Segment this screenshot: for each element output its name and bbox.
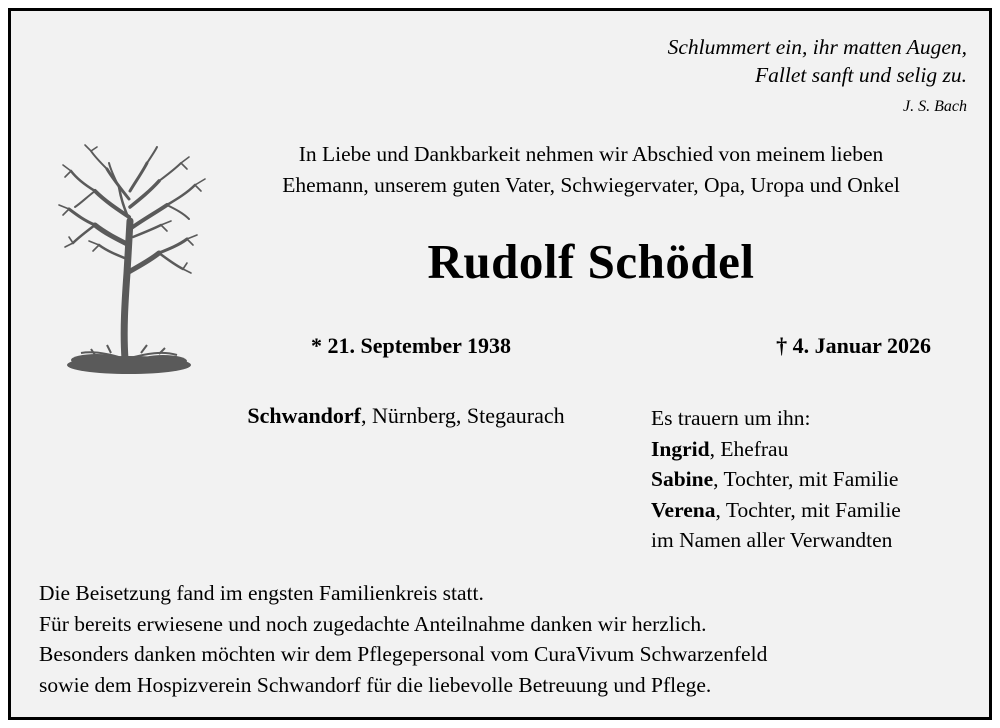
mourner-name: Ingrid — [651, 436, 710, 461]
mourner-entry — [651, 495, 901, 526]
birth-date: * 21. September 1938 — [311, 333, 512, 358]
footer-line-2: Für bereits erwiesene und noch zugedachte Anteilnahme danken wir herzlich. — [39, 611, 707, 636]
mourner-relation: , Tochter, mit Familie — [715, 497, 901, 522]
place-primary: Schwandorf — [247, 403, 362, 428]
deceased-name: Rudolf Schödel — [427, 234, 755, 289]
quote-block — [668, 33, 967, 117]
mourner-relation: , Ehefrau — [709, 436, 789, 461]
obituary-notice — [8, 8, 992, 720]
intro-text — [201, 139, 981, 200]
death-date: † 4. Januar 2026 — [776, 333, 931, 358]
footer-text — [39, 578, 969, 700]
mourners-block — [651, 403, 901, 556]
mourner-entry — [651, 464, 901, 495]
notice-inner — [11, 11, 989, 717]
quote-author: J. S. Bach — [903, 97, 967, 115]
life-dates — [311, 333, 931, 359]
places-line — [201, 403, 611, 429]
footer-line-3: Besonders danken möchten wir dem Pflegepersonal vom CuraVivum Schwarzenfeld — [39, 642, 768, 667]
intro-line-1: In Liebe und Dankbarkeit nehmen wir Abschied von meinem lieben — [298, 142, 884, 166]
place-rest: , Nürnberg, Stegaurach — [361, 403, 565, 428]
mourner-name: Verena — [651, 497, 716, 522]
mourners-heading: Es trauern um ihn: — [651, 406, 811, 430]
quote-line-2: Fallet sanft und selig zu. — [754, 63, 967, 88]
intro-line-2: Ehemann, unserem guten Vater, Schwiegervater, Opa, Uropa und Onkel — [282, 172, 900, 197]
mourners-closing: im Namen aller Verwandten — [651, 528, 893, 553]
mourner-relation: , Tochter, mit Familie — [713, 467, 899, 492]
mourner-name: Sabine — [651, 467, 714, 492]
mourner-entry — [651, 434, 901, 465]
bare-tree-illustration-icon — [37, 141, 227, 381]
footer-line-1: Die Beisetzung fand im engsten Familienkreis statt. — [39, 581, 484, 605]
footer-line-4: sowie dem Hospizverein Schwandorf für die liebevolle Betreuung und Pflege. — [39, 672, 712, 697]
quote-line-1: Schlummert ein, ihr matten Augen, — [667, 35, 967, 59]
